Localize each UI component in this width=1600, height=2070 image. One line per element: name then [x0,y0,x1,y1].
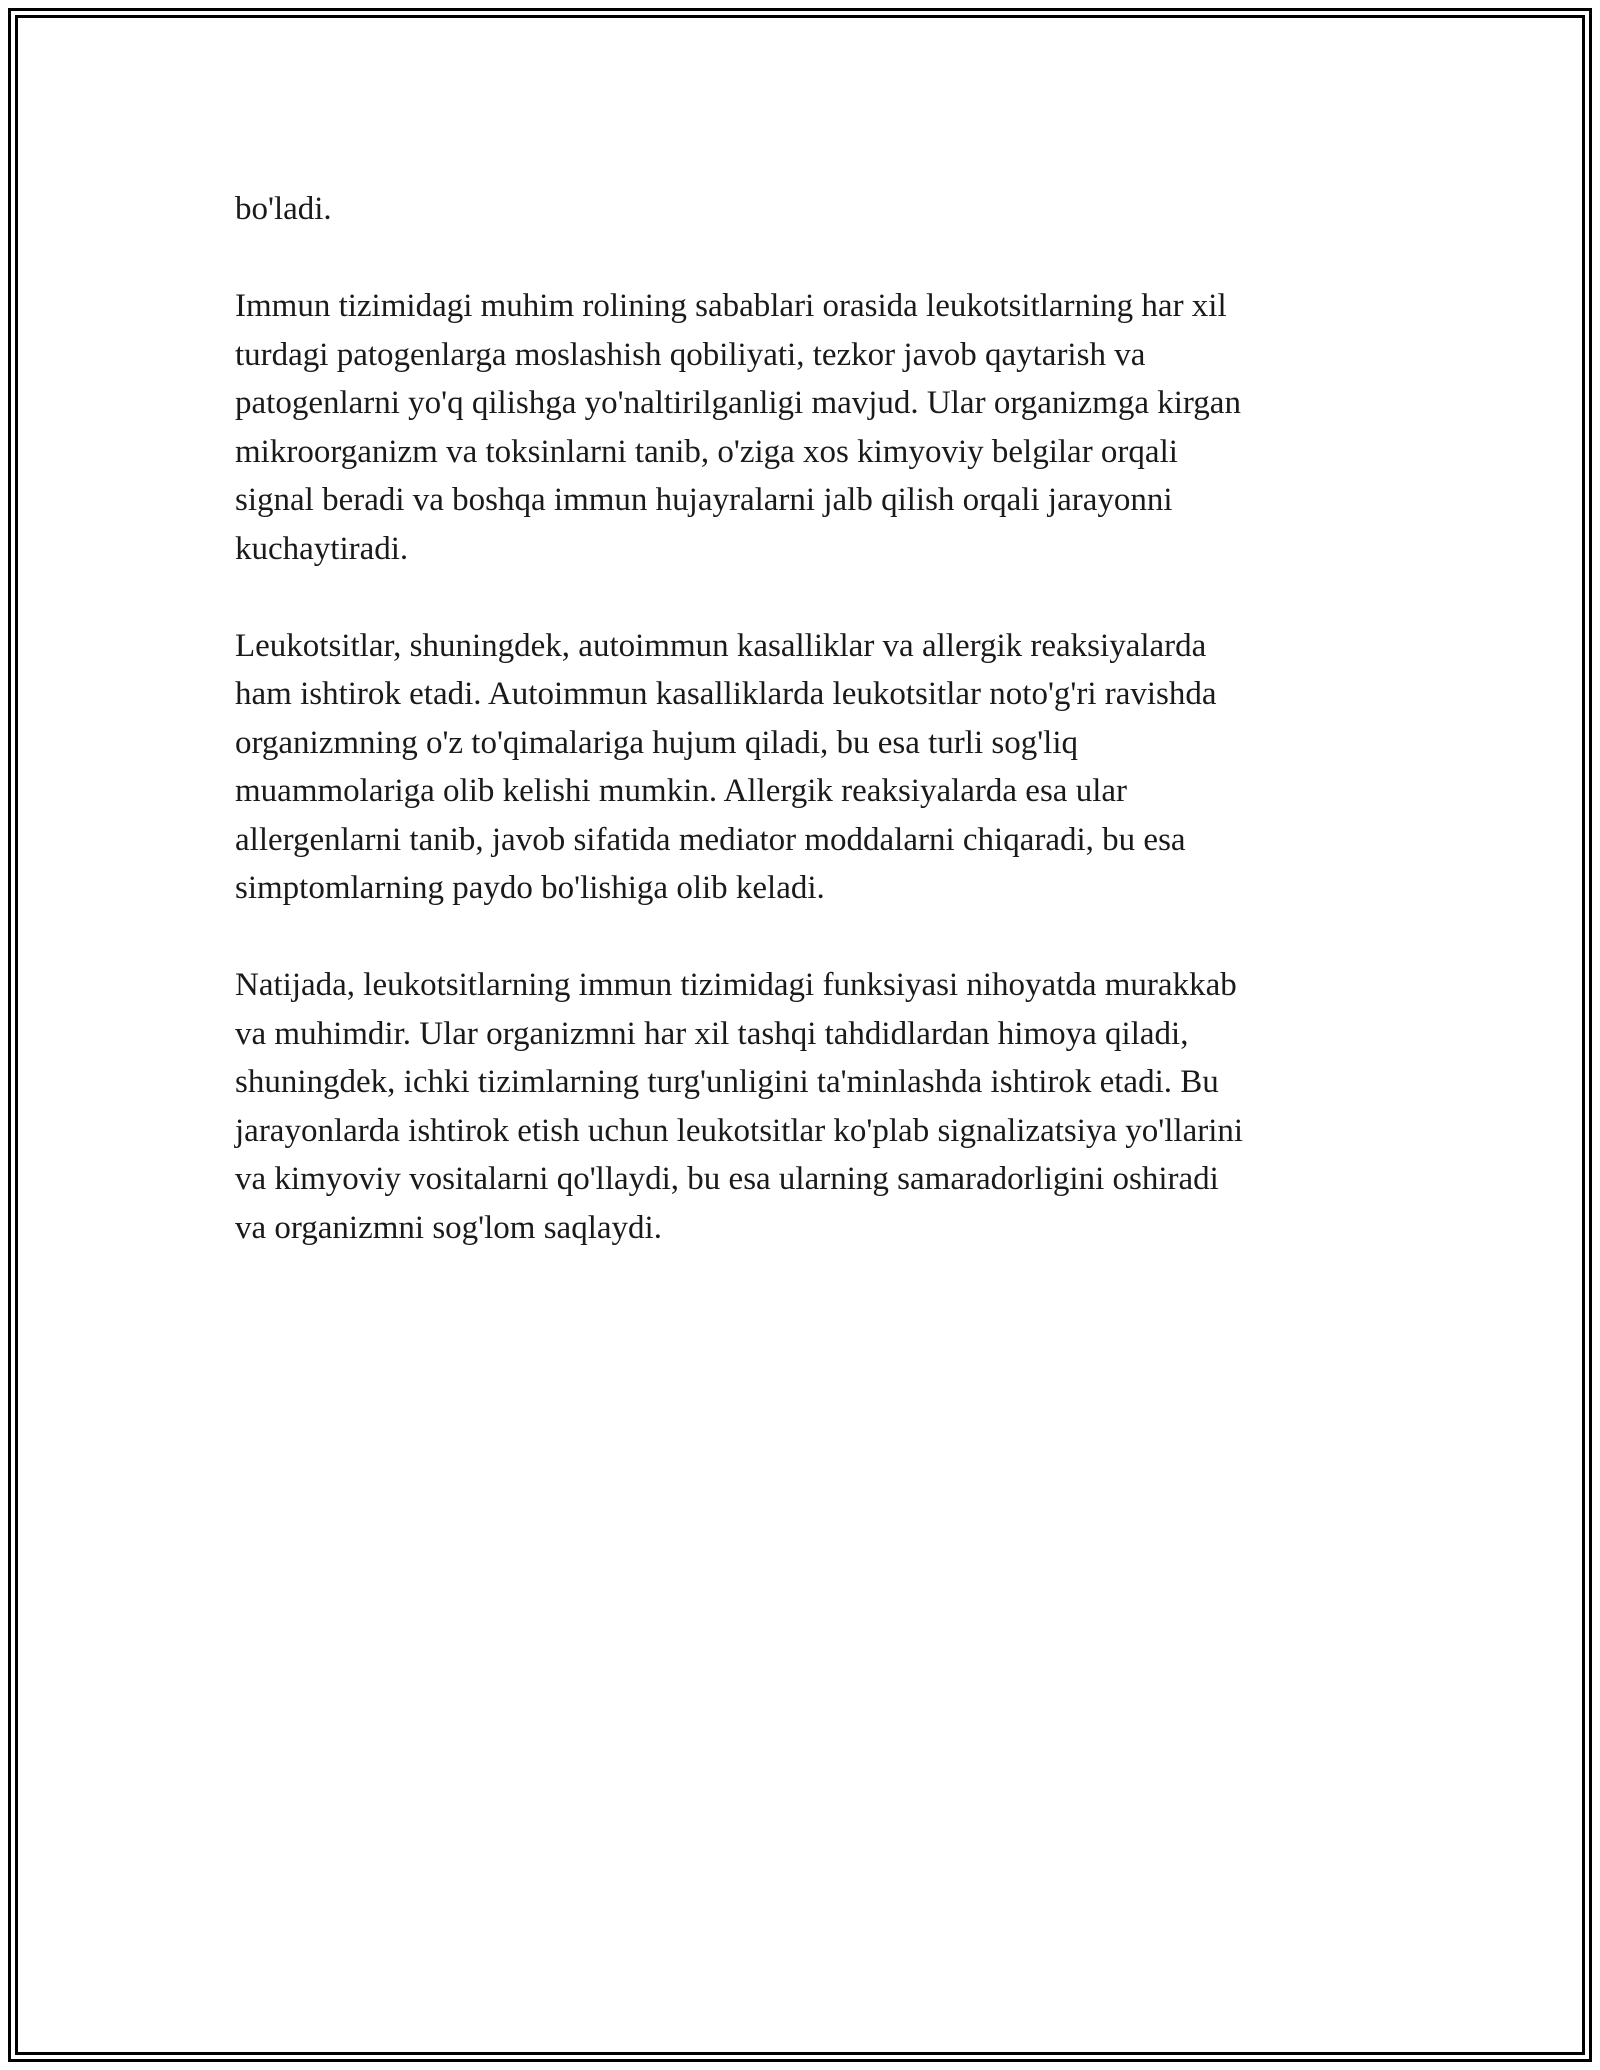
text-line: va organizmni sog'lom saqlaydi. [235,1209,662,1246]
text-line: turdagi patogenlarga moslashish qobiliyati, tezkor javob qaytarish va [235,336,1146,373]
text-line: shuningdek, ichki tizimlarning turg'unligini ta'minlashda ishtirok etadi. Bu [235,1064,1219,1100]
text-line: jarayonlarda ishtirok etish uchun leukotsitlar ko'plab signalizatsiya yo'llarini [235,1112,1244,1149]
text-line: Leukotsitlar, shuningdek, autoimmun kasalliklar va allergik reaksiyalarda [235,627,1207,664]
text-line: muammolariga olib kelishi mumkin. Allergik reaksiyalarda esa ular [235,773,1127,809]
paragraph-autoimmune [235,622,1365,913]
paragraph-continuation [235,185,1365,234]
text-line: patogenlarni yo'q qilishga yo'naltirilganligi mavjud. Ular organizmga kirgan [235,385,1241,421]
text-line: ham ishtirok etadi. Autoimmun kasalliklarda leukotsitlar noto'g'ri ravishda [235,676,1217,712]
text-line: signal beradi va boshqa immun hujayralarni jalb qilish orqali jarayonni [235,482,1173,518]
text-line: Immun tizimidagi muhim rolining sabablari orasida leukotsitlarning har xil [235,288,1227,324]
text-line: va muhimdir. Ular organizmni har xil tashqi tahdidlardan himoya qiladi, [235,1015,1189,1052]
text-line: va kimyoviy vositalarni qo'llaydi, bu esa ularning samaradorligini oshiradi [235,1161,1219,1197]
text-line: bo'ladi. [235,191,332,227]
text-line: kuchaytiradi. [235,530,409,567]
paragraph-conclusion [235,961,1365,1252]
document-body [235,185,1365,1301]
text-line: simptomlarning paydo bo'lishiga olib keladi. [235,870,825,906]
text-line: mikroorganizm va toksinlarni tanib, o'ziga xos kimyoviy belgilar orqali [235,433,1178,470]
text-line: allergenlarni tanib, javob sifatida mediator moddalarni chiqaradi, bu esa [235,821,1186,858]
paragraph-immune-role [235,282,1365,573]
text-line: organizmning o'z to'qimalariga hujum qiladi, bu esa turli sog'liq [235,724,1078,761]
text-line: Natijada, leukotsitlarning immun tizimidagi funksiyasi nihoyatda murakkab [235,967,1237,1003]
